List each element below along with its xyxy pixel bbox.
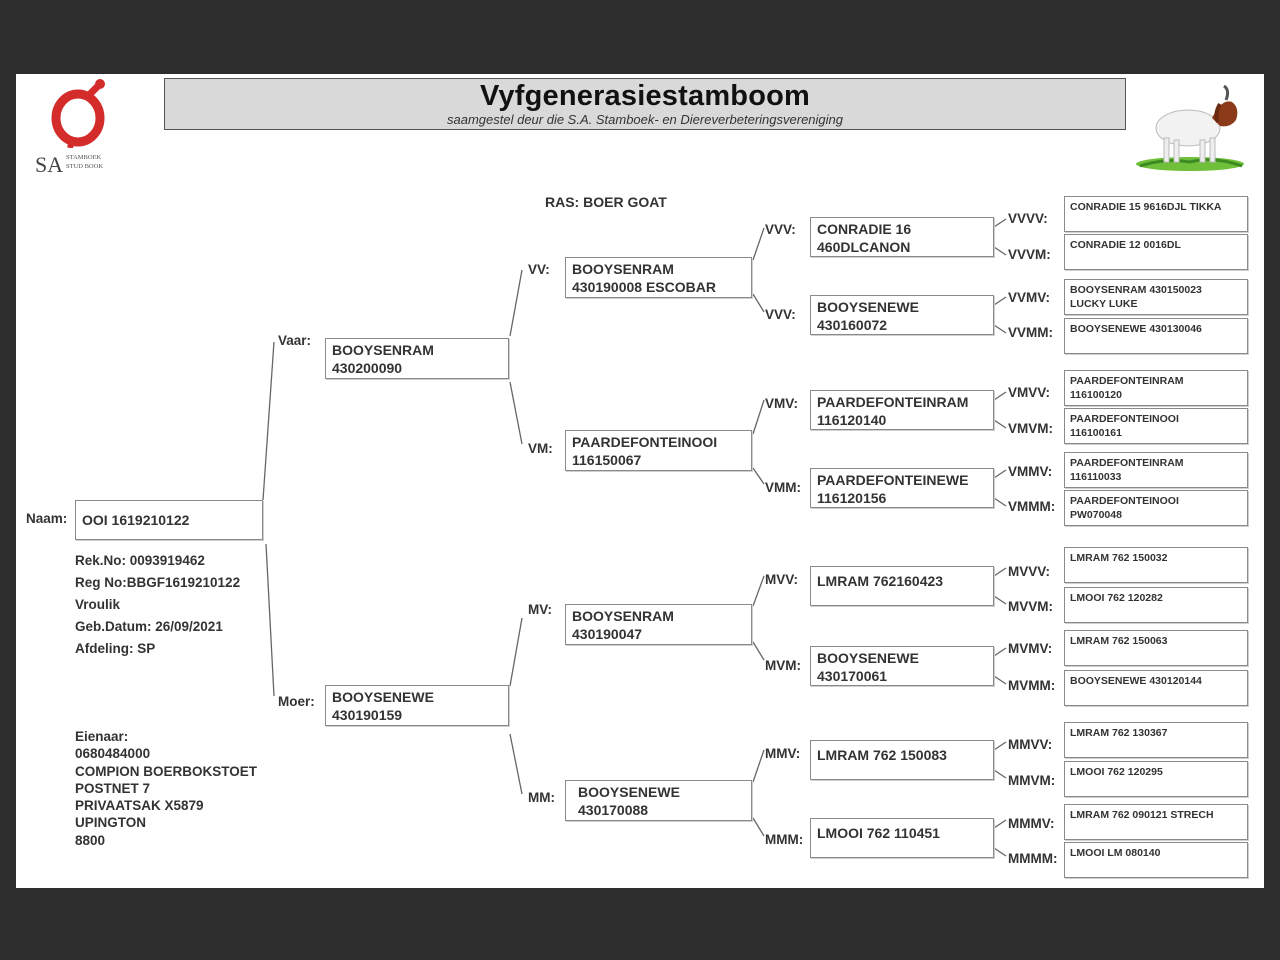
gen4-line2: LUCKY LUKE <box>1070 298 1138 311</box>
vv-line1: BOOYSENRAM <box>572 261 674 277</box>
vmv-line1: PAARDEFONTEINRAM <box>817 394 969 410</box>
vv-label: VV: <box>528 262 550 277</box>
gen4-label: VVMM: <box>1008 325 1053 340</box>
gen4-label: MMVV: <box>1008 737 1053 752</box>
gen4-label: MVVM: <box>1008 599 1053 614</box>
gen4-box <box>1064 842 1248 878</box>
sa-studbook-logo <box>36 78 146 178</box>
gen4-box <box>1064 670 1248 706</box>
vm-line2: 116150067 <box>572 451 642 468</box>
owner-city: UPINGTON <box>75 815 147 831</box>
gen4-line2: PW070048 <box>1070 509 1122 522</box>
gen4-line1: PAARDEFONTEINRAM <box>1070 457 1184 469</box>
connector-line <box>753 294 764 312</box>
gen4-line1: BOOYSENEWE 430120144 <box>1070 675 1202 687</box>
gen4-line2: 116100120 <box>1070 389 1122 402</box>
gen4-line1: LMOOI 762 120282 <box>1070 592 1163 604</box>
moer-box <box>325 685 509 726</box>
gen4-line1: BOOYSENEWE 430130046 <box>1070 323 1202 335</box>
gen4-line1: CONRADIE 15 9616DJL TIKKA <box>1070 201 1222 213</box>
connector-line <box>753 642 764 660</box>
gen4-line1: PAARDEFONTEINOOI <box>1070 413 1179 425</box>
mvv-box <box>810 566 994 606</box>
connector-line <box>994 596 1006 604</box>
connector-line <box>510 618 522 686</box>
gen4-line1: LMOOI 762 120295 <box>1070 766 1163 778</box>
gen4-label: VMMM: <box>1008 499 1056 514</box>
gen4-box <box>1064 452 1248 488</box>
logo-small-2: STUD BOOK <box>66 163 104 170</box>
gen4-box <box>1064 234 1248 270</box>
vvm-line2: 430160072 <box>817 316 888 333</box>
vvm-line1: BOOYSENEWE <box>817 299 919 315</box>
vm-label: VM: <box>528 441 553 456</box>
vv-line2: 430190008 ESCOBAR <box>572 278 716 295</box>
gen4-line1: LMRAM 762 090121 STRECH <box>1070 809 1214 821</box>
vmm-box <box>810 468 994 508</box>
connector-line <box>510 382 522 444</box>
owner-code: 8800 <box>75 832 106 848</box>
owner-phone: 0680484000 <box>75 746 151 762</box>
gen4-label: MVMM: <box>1008 678 1056 693</box>
vvm-label: VVV: <box>765 307 796 322</box>
gen4-box <box>1064 279 1248 315</box>
connector-line <box>994 297 1006 305</box>
connector-line <box>994 325 1006 333</box>
vvv-box <box>810 217 994 257</box>
connector-line <box>994 219 1006 227</box>
mvm-label: MVM: <box>765 658 801 673</box>
mmm-label: MMM: <box>765 832 804 847</box>
gen4-label: VMVV: <box>1008 385 1051 400</box>
mv-line2: 430190047 <box>572 625 643 642</box>
mmm-line1: LMOOI 762 110451 <box>817 825 940 841</box>
moer-line2: 430190159 <box>332 706 403 723</box>
logo-small-1: STAMBOEK <box>66 154 102 161</box>
mvm-box <box>810 646 994 686</box>
connector-line <box>994 676 1006 684</box>
gen4-box <box>1064 761 1248 797</box>
gen4-box <box>1064 630 1248 666</box>
vvv-line2: 460DLCANON <box>817 238 911 255</box>
connector-line <box>753 400 764 434</box>
gen4-box <box>1064 408 1248 444</box>
gen4-line1: LMOOI LM 080140 <box>1070 847 1161 859</box>
connector-line <box>994 470 1006 478</box>
connector-line <box>994 742 1006 750</box>
animal-name-label: Naam: <box>26 511 68 526</box>
logo-text: SA <box>35 152 64 177</box>
gen4-line1: LMRAM 762 150032 <box>1070 552 1168 564</box>
gen4-box <box>1064 804 1248 840</box>
connector-line <box>753 750 764 782</box>
sa-studbook-logo-icon <box>36 78 146 148</box>
mvm-line1: BOOYSENEWE <box>817 650 919 666</box>
page-subtitle: saamgestel deur die S.A. Stamboek- en Diereverbeteringsvereniging <box>447 112 843 127</box>
vv-box <box>565 257 752 298</box>
moer-label: Moer: <box>278 694 315 709</box>
vmv-line2: 116120140 <box>817 411 887 428</box>
mmv-label: MMV: <box>765 746 801 761</box>
gen4-box <box>1064 196 1248 232</box>
connector-line <box>753 228 764 260</box>
mmv-line1: LMRAM 762 150083 <box>817 747 947 763</box>
connector-line <box>266 544 274 696</box>
connector-line <box>510 270 522 336</box>
connector-line <box>994 648 1006 656</box>
animal-name: OOI 1619210122 <box>82 512 190 528</box>
boer-goat-icon <box>1134 84 1246 174</box>
owner-label: Eienaar: <box>75 729 129 744</box>
connector-line <box>510 734 522 794</box>
connector-line <box>994 848 1006 856</box>
gen4-line1: LMRAM 762 130367 <box>1070 727 1168 739</box>
gen4-line1: BOOYSENRAM 430150023 <box>1070 284 1202 296</box>
owner-block <box>75 728 257 849</box>
gen4-label: VVVM: <box>1008 247 1051 262</box>
gen4-line2: 116100161 <box>1070 427 1122 440</box>
gen4-box <box>1064 490 1248 526</box>
connector-line <box>994 420 1006 428</box>
pedigree-sheet <box>16 74 1264 888</box>
gen4-label: VMVM: <box>1008 421 1053 436</box>
mm-label: MM: <box>528 790 555 805</box>
gen4-label: VMMV: <box>1008 464 1053 479</box>
connector-line <box>994 820 1006 828</box>
vmm-line1: PAARDEFONTEINEWE <box>817 472 969 488</box>
gen4-line1: PAARDEFONTEINRAM <box>1070 375 1184 387</box>
rek-no: Rek.No: 0093919462 <box>75 553 205 568</box>
connector-line <box>753 818 764 836</box>
gen4-box <box>1064 318 1248 354</box>
connector-line <box>753 576 764 606</box>
vmv-label: VMV: <box>765 396 799 411</box>
gen4-line2: 116110033 <box>1070 471 1122 484</box>
mvv-line1: LMRAM 762160423 <box>817 573 944 589</box>
mm-box <box>565 780 752 821</box>
connector-line <box>994 247 1006 255</box>
vmm-label: VMM: <box>765 480 801 495</box>
mm-line1: BOOYSENEWE <box>578 784 680 800</box>
mv-line1: BOOYSENRAM <box>572 608 674 624</box>
breed-label: RAS: BOER GOAT <box>545 194 667 210</box>
gen4-line1: CONRADIE 12 0016DL <box>1070 239 1181 251</box>
vvm-box <box>810 295 994 335</box>
gen4-box <box>1064 547 1248 583</box>
mvv-label: MVV: <box>765 572 799 587</box>
vvv-label: VVV: <box>765 222 796 237</box>
vaar-line2: 430200090 <box>332 359 403 376</box>
gen4-label: MMMM: <box>1008 851 1058 866</box>
gen4-label: MMMV: <box>1008 816 1055 831</box>
animal-name-box <box>75 500 263 540</box>
sex: Vroulik <box>75 597 121 612</box>
title-banner <box>164 78 1126 130</box>
gen4-label: MMVM: <box>1008 773 1056 788</box>
goat-image <box>1134 84 1246 174</box>
connector-line <box>263 342 274 500</box>
vm-box <box>565 430 752 471</box>
mvm-line2: 430170061 <box>817 667 888 684</box>
gen4-box <box>1064 370 1248 406</box>
vaar-box <box>325 338 509 379</box>
vmv-box <box>810 390 994 430</box>
mv-label: MV: <box>528 602 553 617</box>
gen4-box <box>1064 587 1248 623</box>
vm-line1: PAARDEFONTEINOOI <box>572 434 718 450</box>
connector-line <box>994 498 1006 506</box>
reg-no: Reg No:BBGF1619210122 <box>75 575 241 590</box>
moer-line1: BOOYSENEWE <box>332 689 434 705</box>
gen4-label: VVMV: <box>1008 290 1051 305</box>
connector-line <box>753 468 764 484</box>
birth-date: Geb.Datum: 26/09/2021 <box>75 619 223 634</box>
vaar-label: Vaar: <box>278 333 312 348</box>
mmm-box <box>810 818 994 858</box>
gen4-label: MVVV: <box>1008 564 1051 579</box>
connector-line <box>994 770 1006 778</box>
gen4-line1: PAARDEFONTEINOOI <box>1070 495 1179 507</box>
vmm-line2: 116120156 <box>817 489 887 506</box>
page-title: Vyfgenerasiestamboom <box>479 80 811 112</box>
gen4-box <box>1064 722 1248 758</box>
vaar-line1: BOOYSENRAM <box>332 342 434 358</box>
section: Afdeling: SP <box>75 641 156 656</box>
connector-line <box>994 568 1006 576</box>
mmv-box <box>810 740 994 780</box>
connector-line <box>994 392 1006 400</box>
gen4-line1: LMRAM 762 150063 <box>1070 635 1168 647</box>
mv-box <box>565 604 752 645</box>
gen4-label: MVMV: <box>1008 641 1053 656</box>
owner-address-1: POSTNET 7 <box>75 780 151 796</box>
gen4-label: VVVV: <box>1008 211 1048 226</box>
owner-address-2: PRIVAATSAK X5879 <box>75 798 204 814</box>
vvv-line1: CONRADIE 16 <box>817 221 912 237</box>
mm-line2: 430170088 <box>578 801 649 818</box>
owner-name: COMPION BOERBOKSTOET <box>75 763 258 779</box>
